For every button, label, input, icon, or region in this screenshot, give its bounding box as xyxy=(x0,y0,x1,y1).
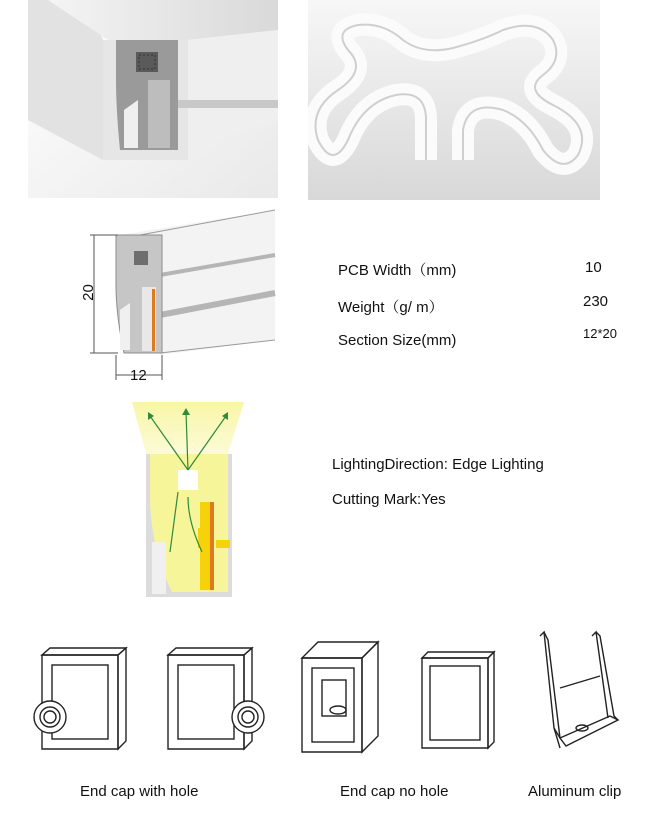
width-dimension-label: 12 xyxy=(130,367,147,384)
end-cap-with-hole-right xyxy=(160,645,270,755)
pcb-width-label: PCB Width（mm) xyxy=(338,262,457,279)
section-size-value: 12*20 xyxy=(583,326,617,341)
weight-label: Weight（g/ m） xyxy=(338,299,444,316)
height-dimension-label: 20 xyxy=(79,284,97,301)
cutting-mark-text: Cutting Mark:Yes xyxy=(332,491,446,508)
lighting-direction-text: LightingDirection: Edge Lighting xyxy=(332,456,544,473)
end-cap-no-hole-open xyxy=(298,638,388,756)
end-cap-with-hole-left xyxy=(28,645,138,755)
section-size-label: Section Size(mm) xyxy=(338,332,457,349)
lighting-direction-diagram xyxy=(132,402,247,600)
profile-3d-photo xyxy=(28,0,278,198)
aluminum-clip-caption: Aluminum clip xyxy=(528,783,622,800)
weight-value: 230 xyxy=(583,293,609,310)
aluminum-clip-drawing xyxy=(530,628,630,756)
end-cap-with-hole-caption: End cap with hole xyxy=(80,783,199,800)
end-cap-no-hole-closed xyxy=(418,648,498,752)
pcb-width-value: 10 xyxy=(585,259,602,276)
section-dimension-drawing xyxy=(80,205,280,385)
end-cap-no-hole-caption: End cap no hole xyxy=(340,783,449,800)
bent-strip-photo xyxy=(308,0,600,200)
